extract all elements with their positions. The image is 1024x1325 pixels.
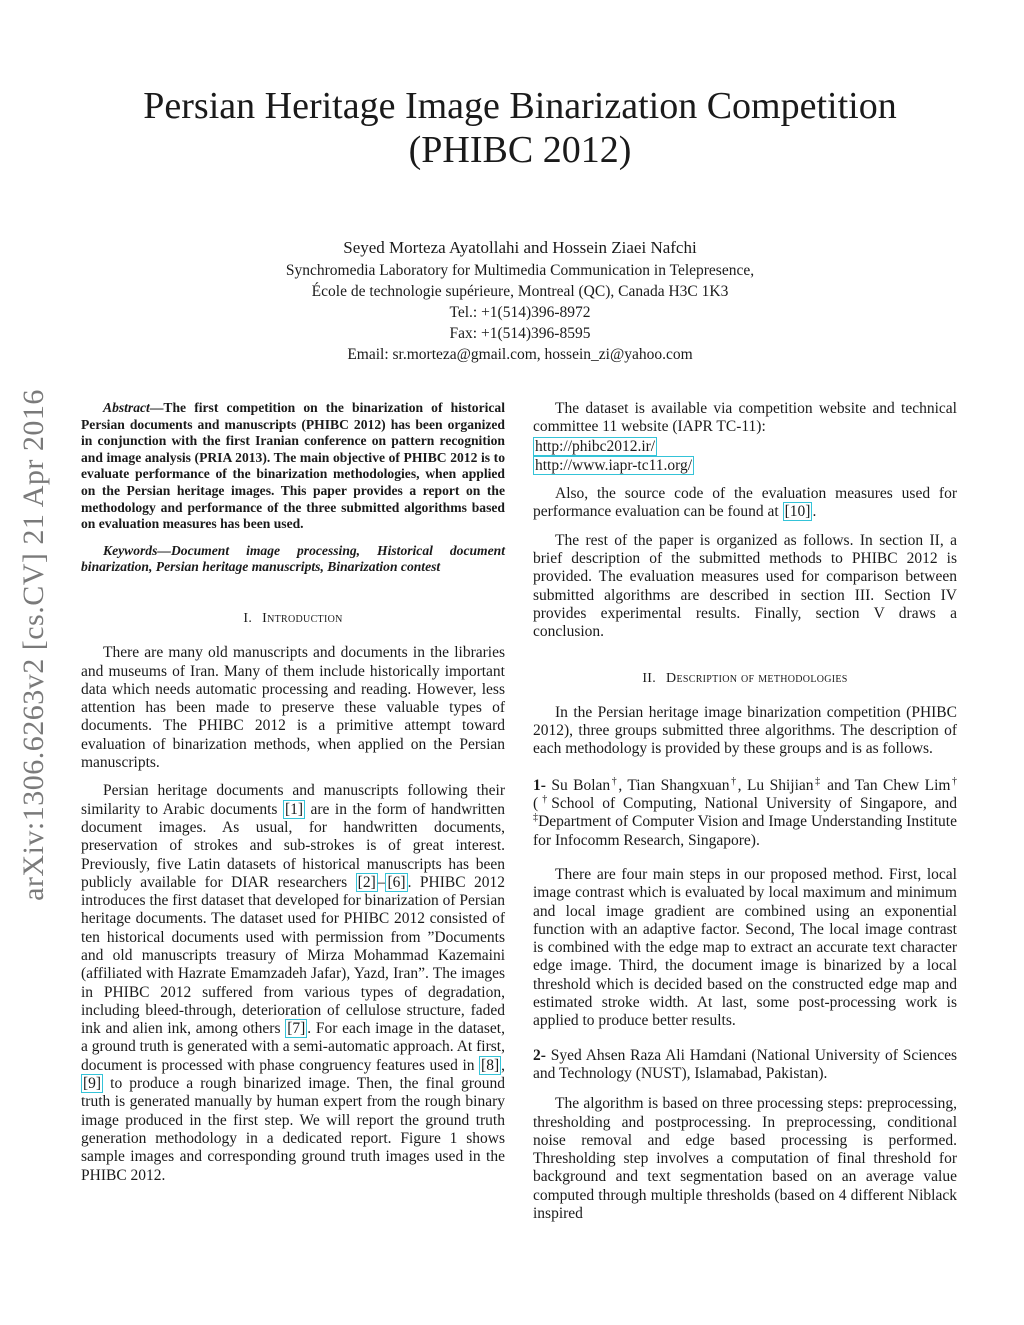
method-2-author-text: Syed Ahsen Raza Ali Hamdani (National University of Sciences and Technology (NUST), Islamabad, Pakistan).: [533, 1046, 957, 1082]
citation-7[interactable]: [7]: [287, 1020, 306, 1038]
author-fax: Fax: +1(514)396-8595: [449, 325, 591, 342]
author-names: Seyed Morteza Ayatollahi and Hossein Ziaei Nafchi: [343, 238, 697, 257]
method-1-aff-open: (: [533, 795, 539, 813]
dataset-url-1[interactable]: http://phibc2012.ir/: [535, 437, 656, 455]
dagger-mark: †: [950, 775, 958, 787]
keywords-text: Document image processing, Historical document binarization, Persian heritage manuscripts, Binarization contest: [81, 542, 505, 575]
citation-8[interactable]: [8]: [481, 1056, 500, 1074]
keywords: [81, 543, 505, 576]
dataset-paragraph: The dataset is available via competition website and technical committee 11 website (IAPR TC-11):: [533, 400, 957, 436]
intro-p2-part-b: are in the form of handwritten document images. As usual, for handwritten documents, preservation of strokes and sub-strokes is of great interest. Previously, five Latin datasets of historical manuscripts has been publicly available for DIAR researchers: [81, 800, 505, 891]
intro-paragraph-1: There are many old manuscripts and documents in the libraries and museums of Iran. Many of them include historically important data which needs automatic processing and reading. However, less attention has been made to preserve these valuable types of documents. The PHIBC 2012 is a primitive attempt toward evaluation of binarization methods, when applied on the Persian manuscripts.: [81, 644, 505, 772]
methodologies-intro: In the Persian heritage image binarization competition (PHIBC 2012), three groups submitted three algorithms. The description of each methodology is provided by these groups and is as follows.: [533, 703, 957, 758]
method-1-name-a: Su Bolan: [545, 776, 611, 794]
method-2-authors: [533, 1047, 957, 1084]
author-block: [160, 236, 880, 365]
keywords-dash: —: [157, 542, 171, 558]
double-dagger-mark: ‡: [533, 812, 539, 824]
source-code-text: Also, the source code of the evaluation measures used for performance evaluation can be found at: [533, 485, 957, 521]
source-code-end: .: [812, 503, 817, 521]
source-code-paragraph: [533, 485, 957, 522]
intro-paragraph-2: [81, 782, 505, 1185]
citation-10[interactable]: [10]: [784, 503, 811, 521]
method-1-name-b: , Tian Shangxuan: [618, 776, 730, 794]
method-1-name-c: , Lu Shijian: [737, 776, 814, 794]
method-1-authors: [533, 777, 957, 850]
method-1-aff-c: Department of Computer Vision and Image Understanding Institute for Infocomm Research, Singapore).: [533, 813, 957, 849]
abstract: [81, 400, 505, 533]
citation-1[interactable]: [1]: [284, 800, 304, 818]
author-email[interactable]: Email: sr.morteza@gmail.com, hossein_zi@yahoo.com: [347, 346, 693, 363]
dataset-url-2[interactable]: http://www.iapr-tc11.org/: [535, 456, 693, 474]
intro-p2-part-c: . PHIBC 2012 introduces the first dataset that developed for binarization of Persian heritage documents. The dataset used for PHIBC 2012 consisted of ten historical documents used with permission from ”Documents and old manuscripts treasury of Mirza Mohammad Kazemaini (affiliated with Hazrate Emamzadeh Jafar), Yazd, Iran”. The images in PHIBC 2012 suffered from various types of degradation, including bleed-through, deterioration of cellulose structure, faded ink and alien ink, among others: [81, 873, 505, 1038]
citation-2[interactable]: [2]: [357, 873, 376, 891]
arxiv-stamp: [12, 360, 56, 930]
section-1-heading: [81, 610, 505, 628]
citation-9[interactable]: [9]: [83, 1075, 102, 1093]
dagger-mark: †: [610, 775, 619, 787]
method-2-description: The algorithm is based on three processing steps: preprocessing, thresholding and postprocessing. In preprocessing, conditional noise removal and edge based processing is performed. Thresholding step involves a computation of final threshold for background and text segmentation based on an average value computed through multiple thresholds (based on 4 different Niblack inspired: [533, 1095, 957, 1222]
dataset-url-1-line: [533, 437, 957, 456]
dagger-mark: †: [538, 793, 552, 805]
abstract-label: Abstract: [103, 400, 150, 415]
affiliation-lab: Synchromedia Laboratory for Multimedia Communication in Telepresence,: [285, 262, 755, 279]
section-2-heading: [533, 670, 957, 688]
left-column: [81, 400, 505, 1195]
section-1-number: I.: [243, 610, 253, 626]
method-1-aff-b: School of Computing, National University of Singapore, and: [551, 795, 957, 813]
method-1-number: 1-: [533, 776, 546, 794]
method-1-description: There are four main steps in our proposed method. First, local image contrast which is evaluated by local maximum and minimum and local image gradient are combined using an exponential function with an adaptive factor. Second, The local image contrast is combined with the edge map to extract an accurate text character edge image. Third, the document image is binarized by a local threshold which is decided based on the constructed edge map and estimated stroke width. At last, some post-processing work is applied to produce better results.: [533, 865, 957, 1030]
method-2-number: 2-: [533, 1046, 546, 1064]
title-line-2: (PHIBC 2012): [408, 129, 632, 171]
citation-6[interactable]: [6]: [387, 873, 406, 891]
method-1-name-d: and Tan Chew Lim: [821, 776, 951, 794]
title-line-1: Persian Heritage Image Binarization Competition: [143, 85, 897, 127]
arxiv-stamp-text: arXiv:1306.6263v2 [cs.CV] 21 Apr 2016: [17, 389, 51, 901]
double-dagger-mark: ‡: [813, 775, 822, 787]
section-2-title: Description of methodologies: [666, 670, 848, 686]
keywords-label: Keywords: [103, 542, 158, 558]
author-tel: Tel.: +1(514)396-8972: [449, 304, 591, 321]
abstract-text: The first competition on the binarization of historical Persian documents and manuscripts (PHIBC 2012) has been organized in conjunction with the first Iranian conference on pattern recognition and image analysis (PRIA 2013). The main objective of PHIBC 2012 is to evaluate performance of the binarization methodologies, when applied on the Persian heritage images. This paper provides a report on the methodology and performance of the three submitted algorithms based on evaluation measures has been used.: [81, 400, 505, 532]
dataset-url-2-line: [533, 456, 957, 475]
intro-p2-part-e: to produce a rough binarized image. Then, the final ground truth is generated manually by human expert from the rough binary image produced in the first step. We will report the ground truth generation methodology in a dedicated report. Figure 1 shows sample images and corresponding ground truth images used in the PHIBC 2012.: [81, 1075, 505, 1184]
intro-p2-part-a: Persian heritage documents and manuscripts following their similarity to Arabic documents: [81, 782, 505, 818]
citation-range-dash: –: [377, 873, 386, 891]
paper-title: [80, 84, 960, 172]
abstract-dash: —: [149, 400, 164, 415]
section-2-number: II.: [642, 670, 657, 686]
organization-paragraph: The rest of the paper is organized as follows. In section II, a brief description of the submitted methods to PHIBC 2012 is provided. The evaluation measures used for comparison between submitted algorithms are described in section III. Section IV provides experimental results. Finally, section V draws a conclusion.: [533, 531, 957, 641]
affiliation-school: École de technologie supérieure, Montreal (QC), Canada H3C 1K3: [311, 283, 729, 300]
right-column: [533, 400, 957, 1233]
intro-p2-part-d: . For each image in the dataset, a ground truth is generated with a semi-automatic approach. At first, document is processed with phase congruency features used in: [81, 1020, 505, 1074]
section-1-title: Introduction: [262, 610, 343, 626]
dagger-mark: †: [729, 775, 738, 787]
citation-comma: ,: [501, 1056, 505, 1074]
